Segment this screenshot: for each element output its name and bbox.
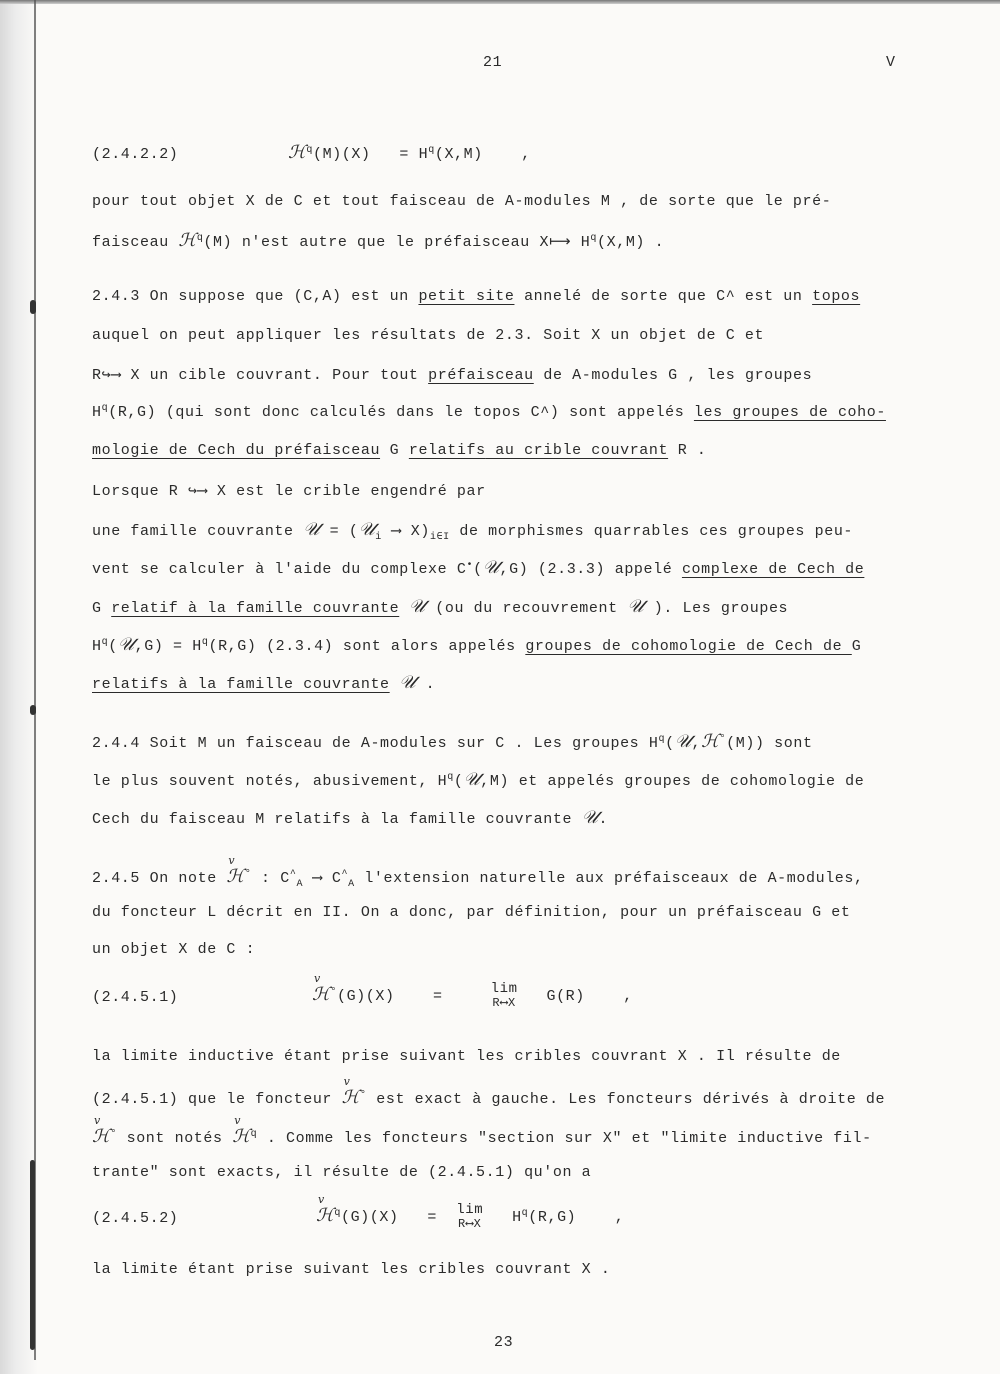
scan-blot bbox=[30, 300, 36, 314]
long-arrow-icon: ⟶ bbox=[312, 870, 323, 887]
scan-top-edge bbox=[0, 0, 1000, 4]
equation-2422: ℋ$^q$(M)(X) = $H^q(X,M)$ , bbox=[288, 142, 531, 163]
text-line: G relatif à la famille couvrante 𝒰 (ou du recouvrement 𝒰 ). Les groupes bbox=[92, 596, 789, 617]
inductive-limit: lim R⟷X bbox=[490, 981, 518, 1010]
text-line: le plus souvent notés, abusivement, $H^q(𝒰,M)$ et appelés groupes de cohomologie de bbox=[92, 769, 865, 790]
text-line: relatifs à la famille couvrante 𝒰 . bbox=[92, 672, 436, 693]
scan-left-rule bbox=[34, 0, 36, 1360]
scan-blot bbox=[30, 705, 36, 715]
text-line: $H^q(R,G)$ (qui sont donc calculés dans le topos C^) sont appelés les groupes de coho- bbox=[92, 403, 886, 421]
equation-label: (2.4.2.2) bbox=[92, 146, 179, 163]
section-2-4-5-line: 2.4.5 On note v ℋ° : $C^{\^{}}_A$ ⟶ $C^{\^{}}_A$ l'extension naturelle aux préfaisceaux de A-modules, bbox=[92, 866, 864, 890]
hook-arrow-icon: ↪⟶ bbox=[188, 483, 208, 500]
text-line: v ℋ° sont notés v ℋ$^q$ . Comme les foncteurs "section sur X" et "limite inductive fil- bbox=[92, 1126, 872, 1147]
text-line: la limite inductive étant prise suivant les cribles couvrant X . Il résulte de bbox=[92, 1048, 841, 1065]
text-line: pour tout objet X de C et tout faisceau de A-modules M , de sorte que le pré- bbox=[92, 193, 832, 210]
mapsto-arrow-icon: ⟼ bbox=[549, 234, 572, 251]
page-number-top: 21 bbox=[483, 54, 503, 71]
text-line: la limite étant prise suivant les cribles couvrant X . bbox=[92, 1261, 611, 1278]
section-2-4-3-line: 2.4.3 On suppose que (C,A) est un petit site annelé de sorte que C^ est un topos bbox=[92, 288, 861, 305]
equation-label: (2.4.5.1) bbox=[92, 989, 179, 1006]
text-line: Cech du faisceau M relatifs à la famille couvrante 𝒰. bbox=[92, 807, 609, 828]
equation-2451: v ℋ°(G)(X) = lim R⟷X G(R) , bbox=[312, 982, 633, 1010]
text-line: trante" sont exacts, il résulte de (2.4.5.1) qu'on a bbox=[92, 1164, 592, 1181]
long-arrow-icon: ⟶ bbox=[391, 523, 402, 540]
text-line: (2.4.5.1) que le foncteur v ℋ° est exact à gauche. Les foncteurs dérivés à droite de bbox=[92, 1087, 885, 1108]
text-line: R↪⟶ X un cible couvrant. Pour tout préfaisceau de A-modules G , les groupes bbox=[92, 367, 813, 384]
equation-2452: v ℋ$^q$(G)(X) = lim R⟷X $H^q(R,G)$ , bbox=[316, 1203, 624, 1231]
text-line: vent se calculer à l'aide du complexe C•(𝒰,G) (2.3.3) appelé complexe de Cech de bbox=[92, 557, 865, 578]
script-h-symbol: ℋ bbox=[288, 142, 307, 163]
text-line: un objet X de C : bbox=[92, 941, 256, 958]
equation-label: (2.4.5.2) bbox=[92, 1210, 179, 1227]
text-line: mologie de Cech du préfaisceau G relatifs au crible couvrant R . bbox=[92, 442, 707, 459]
text-line: du foncteur L décrit en II. On a donc, par définition, pour un préfaisceau G et bbox=[92, 904, 851, 921]
text-line: $H^q(𝒰,G) = H^q(R,G)$ (2.3.4) sont alors appelés groupes de cohomologie de Cech de G bbox=[92, 634, 862, 655]
page-number-bottom: 23 bbox=[494, 1334, 514, 1351]
text-line: faisceau ℋ$^q$(M) n'est autre que le préfaisceau X⟼ $H^q(X,M)$ . bbox=[92, 230, 665, 251]
text-line: une famille couvrante 𝒰 = (𝒰$_i$ ⟶ $X)_{i\in I}$ de morphismes quarrables ces groupes peu- bbox=[92, 519, 854, 543]
scan-blot bbox=[30, 1160, 35, 1350]
text-line: Lorsque R ↪⟶ X est le crible engendré par bbox=[92, 483, 486, 500]
text-line: auquel on peut appliquer les résultats de 2.3. Soit X un objet de C et bbox=[92, 327, 765, 344]
hook-arrow-icon: ↪⟶ bbox=[101, 367, 121, 384]
section-2-4-4-line: 2.4.4 Soit M un faisceau de A-modules sur C . Les groupes $H^q(𝒰,ℋ^\circ(M))$ sont bbox=[92, 731, 813, 752]
inductive-limit: lim R⟷X bbox=[456, 1202, 484, 1231]
chapter-marker: V bbox=[886, 54, 896, 71]
